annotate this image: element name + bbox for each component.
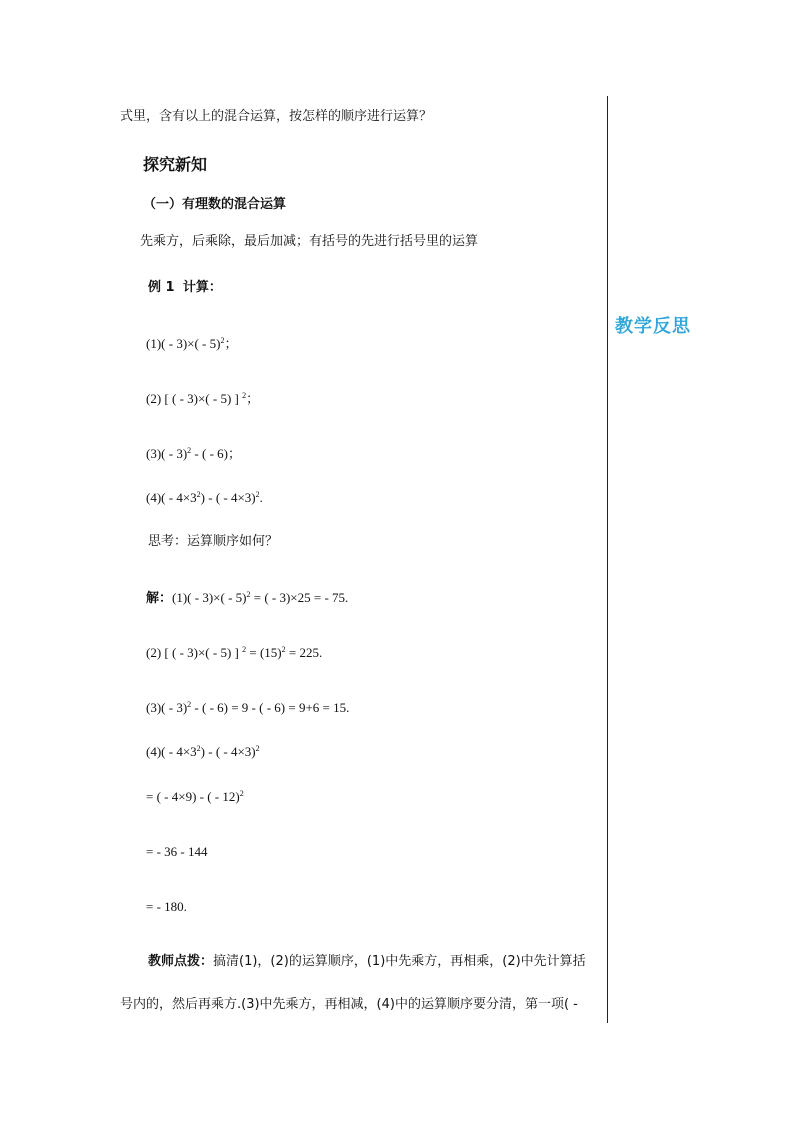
problem-2-end: ； xyxy=(246,391,260,406)
solution-1-result: = ( - 3)×25 = - 75. xyxy=(250,590,349,605)
solution-3-text: (3)( - 3) xyxy=(146,700,188,715)
solution-2-exponent-2: 2 xyxy=(281,645,286,654)
problem-3-exponent: 2 xyxy=(187,446,192,455)
problem-2 xyxy=(146,390,259,408)
problem-4 xyxy=(146,489,263,507)
solution-4-text: (4)( - 4×3 xyxy=(146,744,197,759)
problem-4-middle: ) - ( - 4×3) xyxy=(200,490,256,505)
teacher-note-line-1 xyxy=(148,953,586,971)
column-divider xyxy=(607,96,608,1023)
solution-4-exponent-2: 2 xyxy=(255,744,260,753)
solution-label: 解： xyxy=(146,591,173,606)
intro-line: 式里，含有以上的混合运算，按怎样的顺序进行运算？ xyxy=(120,109,433,124)
section-title: 探究新知 xyxy=(143,155,208,174)
solution-2-text: (2) [ ( - 3)×( - 5) ] xyxy=(146,645,243,660)
solution-1-exponent: 2 xyxy=(246,590,251,599)
solution-4-line-1 xyxy=(146,743,260,761)
solution-4-middle: ) - ( - 4×3) xyxy=(200,744,256,759)
teacher-note-line-2: 号内的，然后再乘方.(3)中先乘方，再相减，(4)中的运算顺序要分清，第一项( - xyxy=(120,997,578,1012)
problem-4-text: (4)( - 4×3 xyxy=(146,490,197,505)
problem-3-end: - ( - 6)； xyxy=(191,446,241,461)
solution-4-line-3: = - 36 - 144 xyxy=(146,844,208,859)
solution-4-line-2 xyxy=(146,788,244,806)
think-text: 思考：运算顺序如何？ xyxy=(148,534,279,549)
problem-4-end: . xyxy=(259,490,263,505)
solution-2-middle: = (15) xyxy=(246,645,282,660)
solution-4-line-4: = - 180. xyxy=(146,899,187,914)
solution-2-exponent-1: 2 xyxy=(242,645,247,654)
example-heading xyxy=(148,279,222,297)
example-instruction: 计算： xyxy=(182,280,222,295)
problem-1-text: (1)( - 3)×( - 5) xyxy=(146,336,221,351)
example-label: 例 1 xyxy=(148,280,175,295)
solution-3 xyxy=(146,699,349,717)
solution-1 xyxy=(146,589,348,608)
problem-3-text: (3)( - 3) xyxy=(146,446,188,461)
problem-1-end: ； xyxy=(224,336,238,351)
problem-3 xyxy=(146,445,241,463)
subsection-title: （一）有理数的混合运算 xyxy=(143,197,287,212)
teacher-note-label: 教师点拨： xyxy=(148,954,214,969)
problem-1 xyxy=(146,335,237,353)
solution-1-text: (1)( - 3)×( - 5) xyxy=(172,590,247,605)
problem-4-exponent-1: 2 xyxy=(196,490,201,499)
solution-4-line-2-exponent: 2 xyxy=(239,789,244,798)
solution-2 xyxy=(146,644,322,662)
problem-4-exponent-2: 2 xyxy=(255,490,260,499)
teacher-note-text-1: 搞清(1)，(2)的运算顺序，(1)中先乘方，再相乘，(2)中先计算括 xyxy=(213,954,586,969)
problem-2-text: (2) [ ( - 3)×( - 5) ] xyxy=(146,391,243,406)
solution-3-result: - ( - 6) = 9 - ( - 6) = 9+6 = 15. xyxy=(191,700,350,715)
problem-2-exponent: 2 xyxy=(242,391,247,400)
solution-4-exponent-1: 2 xyxy=(196,744,201,753)
solution-3-exponent: 2 xyxy=(187,700,192,709)
solution-2-result: = 225. xyxy=(285,645,323,660)
solution-4-line-2-text: = ( - 4×9) - ( - 12) xyxy=(146,789,240,804)
rule-text: 先乘方，后乘除，最后加减；有括号的先进行括号里的运算 xyxy=(140,234,479,249)
problem-1-exponent: 2 xyxy=(220,336,225,345)
side-title-reflection: 教学反思 xyxy=(615,316,691,337)
